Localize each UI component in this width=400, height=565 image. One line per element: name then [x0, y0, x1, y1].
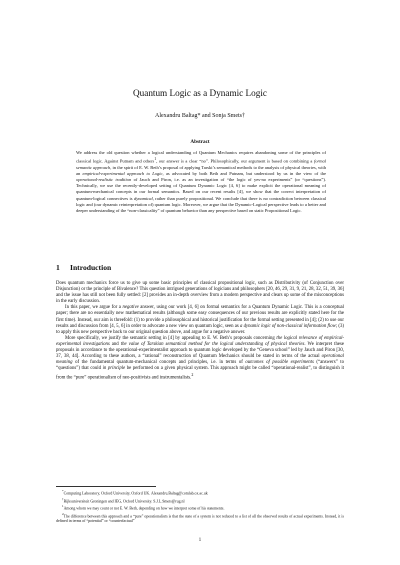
footnote: †Rijksuniversiteit Groningen and IEG, Oxford University. S.J.L.Smets@rug.nl — [62, 496, 185, 503]
body-paragraph: Does quantum mechanics force us to give up some basic principles of classical propositional logic, such as Distributivity (of Conjunction over Disjunction) or the principle of Bivalence? This question intrigued generations of logicians and philosophers [20, 46, 29, 31, 9, 21, 28, 32, 51, 39, 36] and the issue has still not been fully settled: [2] provides an in-depth overview from a modern perspective and clears up some of the misconceptions in the early discussion. — [56, 281, 344, 305]
paper-title: Quantum Logic as a Dynamic Logic — [133, 88, 267, 98]
section-number: 1 — [56, 263, 60, 272]
footnote: *Computing Laboratory, Oxford University, Oxford UK. Alexandru.Baltag@comlab.ox.ac.uk — [62, 489, 208, 496]
abstract-heading: Abstract — [190, 139, 210, 145]
abstract-text: We address the old question whether a logical understanding of Quantum Mechanics requires abandoning some of the principles of classical logic. Against Putnam and others$^1$, our answer is a clear “no”. Philosophically, our argument is based on combining a formal semantic approach, in the spirit of E. W. Beth’s proposal of applying Tarski’s semantical methods to the analysis of physical theories, with an empirical-experimental approach to Logic, as advocated by both Beth and Putnam, but understood by us in the view of the operational-realistic tradition of Jauch and Piron, i.e. as an investigation of “the logic of yes-no experiments” (or “questions”). Technically, we use the recently-developed setting of Quantum Dynamic Logic [4, 6] to make explicit the operational meaning of quantum-mechanical concepts in our formal semantics. Based on our recent results [4], we show that the correct interpretation of quantum-logical connectives is dynamical, rather than purely propositional. We conclude that there is no contradiction between classical logic and (our dynamic reinterpretation of) quantum logic. Moreover, we argue that the Dynamic-Logical perspective leads to a better and deeper understanding of the “non-classicality” of quantum behavior than any perspective based on static Propositional Logic. — [76, 150, 327, 213]
body-text — [56, 281, 344, 382]
body-paragraph: More specifically, we justify the semantic setting in [4] by appealing to E. W. Beth’s proposals concerning the logical relevance of empirical-experimental investigations and the value of Tarskian semantical method for the logical understanding of physical theories. We interpret these proposals in accordance to the operational-experimentalist approach to quantum logic developed by the “Geneva school” led by Jauch and Piron [30, 37, 38, 44]. According to these authors, a “rational” reconstruction of Quantum Mechanics should be stated in terms of the actual operational meaning of the fundamental quantum-mechanical concepts and principles, i.e. in terms of outcomes of possible experiments (“answers” to “questions”) that could in principle be performed on a given physical system. This approach might be called “operational-realist”, to distinguish it from the “pure” operationalism of neo-positivists and instrumentalists.$^2$ — [56, 335, 345, 381]
footnote-rule — [56, 486, 156, 487]
body-paragraph: In this paper, we argue for a negative answer, using our work [4, 6] on formal semantics for a Quantum Dynamic Logic. This is a conceptual paper; there are no essentially new mathematical results (although some easy consequences of our previous results are explicitly stated here for the first time). Instead, our aim is threefold: (1) to provide a philosophical and historical justification for the formal setting presented in [4]; (2) to use our results and discussion from [4, 5, 6] in order to advocate a new view on quantum logic, seen as a dynamic logic of non-classical information flow; (3) to apply this new perspective back to our original question above, and argue for a negative answer. — [56, 305, 344, 335]
footnote: $^1$Among whom we may count or not E. W. Beth, depending on how we interpret some of his statements. — [62, 504, 225, 511]
footnotes — [56, 489, 344, 525]
footnote: $^2$The difference between this approach and a “pure” operationalism is that the state of a system is not reduced to a list of all the observed results of actual experiments. Instead, it is defined in terms of “potential” or “counterfactual” — [56, 511, 344, 524]
paper-authors: Alexandru Baltag* and Sonja Smets† — [155, 113, 245, 119]
section-title: Introduction — [70, 263, 112, 272]
page-number: 1 — [198, 538, 202, 543]
section-heading — [56, 263, 111, 272]
